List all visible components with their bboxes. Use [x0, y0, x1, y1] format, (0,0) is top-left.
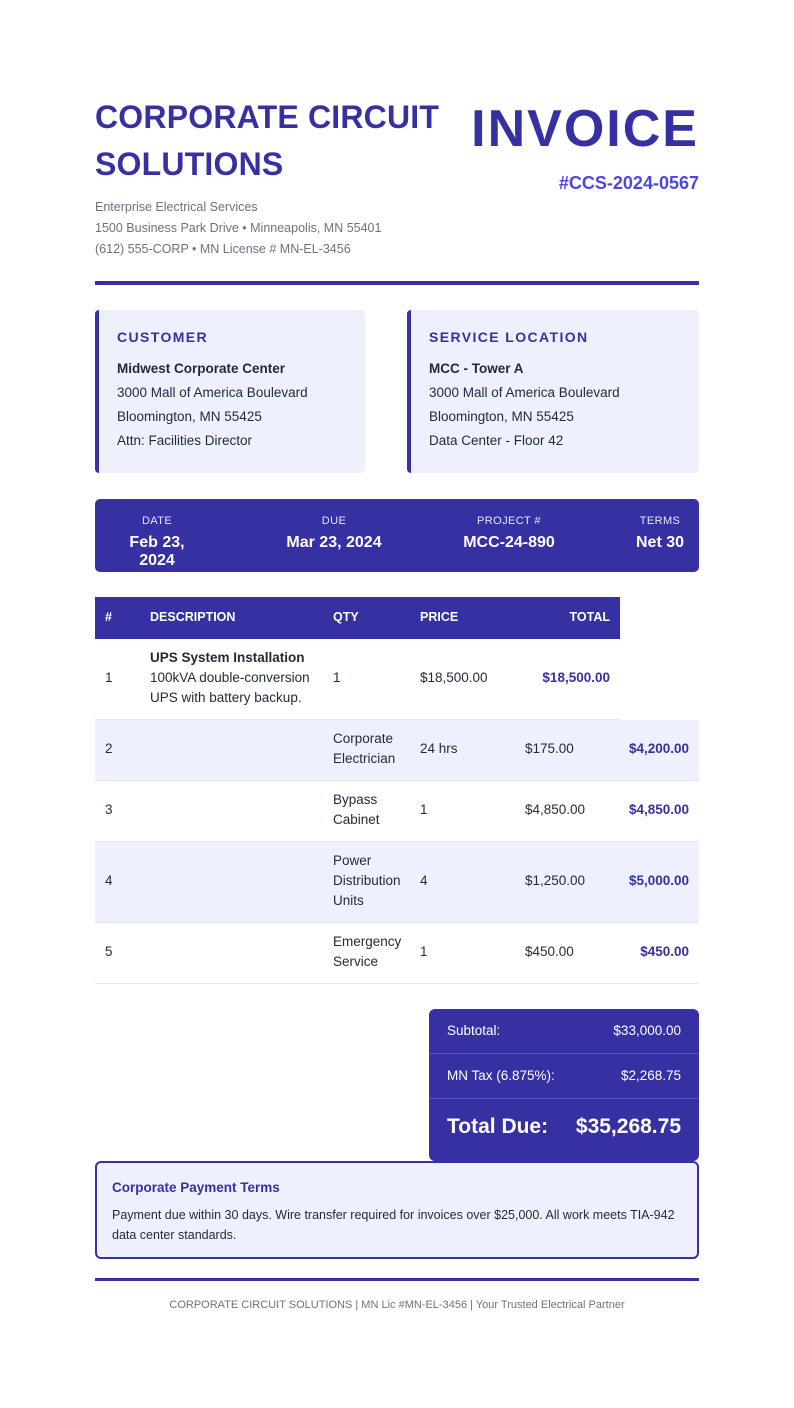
row-description: Emergency Service [333, 934, 402, 969]
row-total: $4,850.00 [628, 802, 689, 817]
row-description: Corporate Electrician [333, 731, 396, 766]
row-description: Power Distribution Units [333, 853, 401, 908]
item-detail: 100kVA double-conversion UPS with battery backup. [150, 670, 310, 705]
header-divider [95, 281, 699, 285]
col-total-header: TOTAL [569, 610, 610, 624]
row-number: 3 [105, 802, 113, 817]
due-value: Mar 23, 2024 [286, 534, 382, 551]
table-row [95, 923, 699, 984]
row-total: $5,000.00 [628, 873, 689, 888]
meta-due [285, 515, 383, 552]
customer-address-line1: 3000 Mall of America Boulevard [117, 385, 308, 400]
payment-terms-box [95, 1161, 699, 1259]
table-row [95, 639, 620, 720]
date-label: DATE [141, 515, 173, 527]
row-total: $4,200.00 [628, 741, 689, 756]
row-qty: 4 [420, 873, 428, 888]
customer-attention: Attn: Facilities Director [117, 433, 253, 448]
subtotal-row [447, 1023, 681, 1038]
project-label: PROJECT # [477, 515, 541, 527]
subtotal-label: Subtotal: [447, 1023, 501, 1038]
customer-name: Midwest Corporate Center [117, 361, 286, 376]
table-row [95, 720, 699, 781]
row-total: $18,500.00 [542, 670, 610, 685]
service-location-name: MCC - Tower A [429, 361, 524, 376]
customer-heading: CUSTOMER [117, 329, 209, 345]
row-price: $4,850.00 [525, 802, 586, 817]
row-qty: 1 [420, 944, 428, 959]
service-floor: Data Center - Floor 42 [429, 433, 564, 448]
project-value: MCC-24-890 [463, 534, 555, 551]
totals-divider [429, 1053, 699, 1054]
tax-label: MN Tax (6.875%): [447, 1068, 555, 1083]
row-number: 5 [105, 944, 113, 959]
service-address-line1: 3000 Mall of America Boulevard [429, 385, 620, 400]
service-location-heading: SERVICE LOCATION [429, 329, 589, 345]
footer-text: CORPORATE CIRCUIT SOLUTIONS | MN Lic #MN-EL-3456 | Your Trusted Electrical Partner [169, 1299, 625, 1311]
meta-project [459, 515, 559, 552]
col-num-header: # [105, 610, 112, 624]
item-title: UPS System Installation [150, 650, 305, 665]
date-value: Feb 23, 2024 [129, 534, 185, 569]
table-row [95, 781, 699, 842]
row-number: 4 [105, 873, 113, 888]
terms-value: Net 30 [635, 534, 685, 551]
row-number: 2 [105, 741, 113, 756]
row-number: 1 [105, 670, 113, 685]
row-price: $450.00 [525, 944, 574, 959]
payment-terms-heading: Corporate Payment Terms [112, 1180, 280, 1195]
company-name: CORPORATE CIRCUIT SOLUTIONS [95, 99, 440, 182]
total-due-row [447, 1115, 681, 1139]
total-due-value: $35,268.75 [575, 1115, 681, 1138]
customer-card [95, 310, 365, 473]
col-qty-header: QTY [333, 610, 359, 624]
row-total: $450.00 [640, 944, 689, 959]
service-address-line2: Bloomington, MN 55425 [429, 409, 574, 424]
col-price-header: PRICE [420, 610, 459, 624]
totals-box [429, 1009, 699, 1161]
invoice-meta-bar [95, 499, 699, 572]
row-price: $1,250.00 [525, 873, 586, 888]
table-row [95, 842, 699, 923]
invoice-title: INVOICE [471, 100, 699, 158]
meta-terms [633, 515, 687, 552]
footer-divider [95, 1278, 699, 1281]
customer-address-line2: Bloomington, MN 55425 [117, 409, 262, 424]
row-qty: 24 hrs [420, 741, 458, 756]
row-description: Bypass Cabinet [333, 792, 380, 827]
row-qty: 1 [333, 670, 341, 685]
row-price: $18,500.00 [420, 670, 488, 685]
company-tagline: Enterprise Electrical Services [95, 200, 258, 214]
terms-label: TERMS [639, 515, 681, 527]
row-price: $175.00 [525, 741, 574, 756]
payment-terms-text: Payment due within 30 days. Wire transfer required for invoices over $25,000. All work meets TIA-942 data center standards. [112, 1208, 675, 1242]
due-label: DUE [321, 515, 347, 527]
total-due-label: Total Due: [447, 1115, 549, 1138]
row-description [150, 648, 320, 708]
invoice-number: #CCS-2024-0567 [558, 173, 699, 193]
subtotal-value: $33,000.00 [613, 1023, 681, 1038]
company-contact: (612) 555-CORP • MN License # MN-EL-3456 [95, 242, 351, 256]
company-info [95, 197, 381, 260]
col-description-header: DESCRIPTION [150, 610, 236, 624]
company-address: 1500 Business Park Drive • Minneapolis, MN 55401 [95, 221, 382, 235]
tax-value: $2,268.75 [620, 1068, 681, 1083]
tax-row [447, 1068, 681, 1083]
meta-date [110, 515, 204, 570]
table-header [95, 597, 620, 639]
row-qty: 1 [420, 802, 428, 817]
totals-divider [429, 1098, 699, 1099]
service-location-card [407, 310, 699, 473]
